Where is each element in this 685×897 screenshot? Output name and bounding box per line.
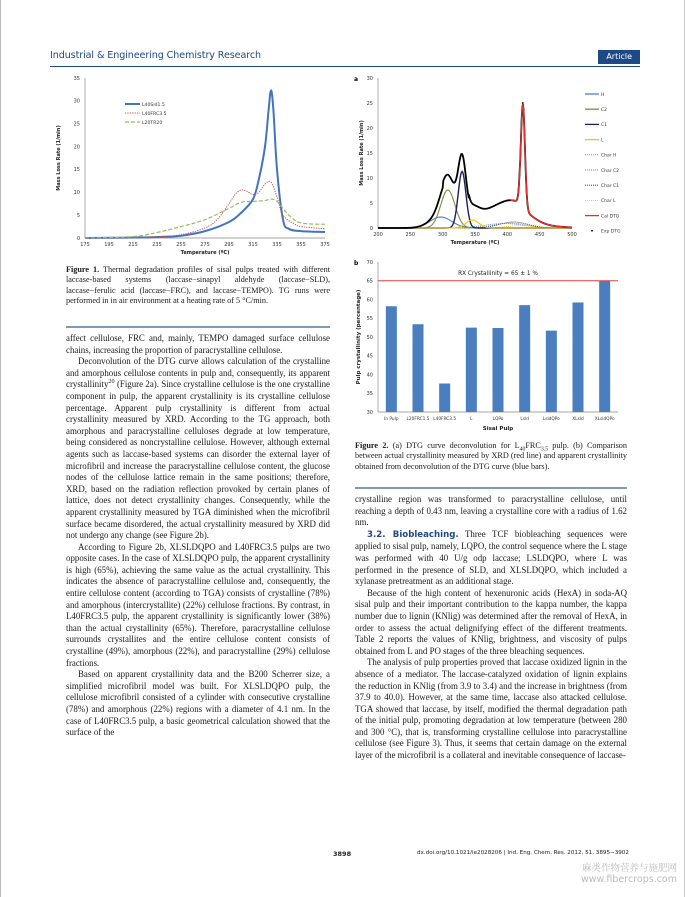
- y-axis-label: Mass Loss Rate (1/min): [56, 125, 62, 191]
- category-label: Lsld: [520, 417, 529, 422]
- legend-label: L40Sld1.5: [142, 102, 165, 108]
- x-tick-label: 350: [470, 232, 480, 238]
- bar: [599, 281, 610, 412]
- x-tick-label: 500: [567, 232, 577, 238]
- series-line: [378, 220, 572, 228]
- paragraph: [66, 356, 330, 542]
- x-tick-label: 295: [224, 242, 234, 248]
- y-tick-label: 10: [366, 175, 373, 182]
- reference-label: RX Crystallinity = 65 ± 1 %: [458, 270, 538, 277]
- subscript: 40: [519, 446, 526, 453]
- x-tick-label: 200: [373, 232, 383, 238]
- x-tick-label: 315: [248, 242, 258, 248]
- x-tick-label: 235: [152, 242, 162, 248]
- exp-dtg-marker: [522, 102, 524, 104]
- y-tick-label: 20: [73, 144, 80, 151]
- subscript: 3.5: [540, 446, 548, 453]
- bar: [546, 331, 557, 412]
- figure-2b-chart: [345, 256, 645, 436]
- category-label: XLsldQPo: [594, 417, 615, 422]
- category-label: In Pulp: [384, 417, 399, 422]
- legend-label: L40FRC3.5: [142, 111, 167, 117]
- y-tick-label: 40: [366, 372, 373, 379]
- legend-label: L: [601, 138, 604, 144]
- category-label: LsldQPo: [542, 417, 560, 422]
- right-column-body: [355, 494, 627, 762]
- x-tick-label: 375: [320, 242, 330, 248]
- figure-2-caption-frc: FRC: [525, 441, 541, 450]
- figure-2-label: Figure 2.: [355, 441, 389, 450]
- y-tick-label: 15: [73, 167, 80, 174]
- series-line: [378, 172, 572, 229]
- legend-label: Cal DTG: [601, 214, 620, 220]
- legend-label: Char L: [601, 199, 616, 205]
- x-tick-label: 300: [437, 232, 448, 238]
- y-tick-label: 35: [366, 391, 373, 398]
- y-tick-label: 15: [366, 150, 373, 157]
- y-tick-label: 30: [366, 75, 373, 82]
- watermark-url: www.fibercrops.com: [580, 874, 677, 885]
- bar: [493, 328, 504, 412]
- y-tick-label: 35: [73, 75, 80, 82]
- category-label: L20FRC1.5: [406, 417, 430, 422]
- watermark: [581, 863, 677, 885]
- y-tick-label: 45: [366, 353, 373, 360]
- y-tick-label: 30: [366, 409, 373, 416]
- article-type-badge: Article: [598, 50, 640, 64]
- y-axis-label: Pulp crystallinity (percentage): [356, 289, 362, 385]
- exp-dtg-line: [378, 104, 572, 228]
- citation-ref[interactable]: 20: [108, 378, 115, 386]
- figure-1-label: Figure 1.: [66, 265, 100, 274]
- y-tick-label: 30: [73, 98, 80, 105]
- x-tick-label: 215: [128, 242, 138, 248]
- legend-label: H: [601, 92, 605, 98]
- x-tick-label: 355: [296, 242, 306, 248]
- y-tick-label: 70: [366, 259, 373, 266]
- legend-swatch: [591, 230, 593, 232]
- figure-1-chart: [50, 72, 340, 262]
- figure-2-divider: [355, 487, 627, 489]
- x-tick-label: 255: [176, 242, 186, 248]
- paragraph: According to Figure 2b, XLSLDQPO and L40FRC3.5 pulps are two opposite cases. In the case of XLSLDQPO pulp, the apparent crystallinity is high (65%), achieving the same value as the actual crystallinity. This indicates the absence of paracrystalline cellulose and, consequently, the entire cellulose content (according to TGA) consists of crystalline (78%) and amorphous (intercrystallite) (22%) cellulose fractions. By contrast, in L40FRC3.5 pulp, the apparent crystallinity is significantly lower (38%) than the actual crystallinity (65%). Therefore, paracrystalline cellulose surrounds crystallites and the entire cellulose content consists of crystalline (49%), amorphous (22%), and paracrystalline (29%) cellulose fractions.: [66, 541, 330, 668]
- bar: [439, 384, 450, 413]
- y-tick-label: 60: [366, 297, 373, 304]
- figure-1-caption-text: Thermal degradation profiles of sisal pulps treated with different laccase-based systems (laccase−sinapyl aldehyde (laccase−SLD), laccase−ferulic acid (laccase−FRC), and laccase−TEMPO). TG runs were performed in in air environment at a heating rate of 5 °C/min.: [66, 265, 331, 306]
- x-tick-label: 250: [405, 232, 416, 238]
- x-tick-label: 450: [534, 232, 545, 238]
- left-column-body: [66, 333, 330, 739]
- x-tick-label: 195: [104, 242, 114, 248]
- bar: [386, 306, 397, 412]
- page-number: 3898: [333, 850, 352, 858]
- panel-label-a: a: [354, 76, 359, 83]
- y-tick-label: 10: [73, 190, 80, 197]
- y-tick-label: 20: [366, 125, 373, 132]
- watermark-cn: 麻类作物营养与施肥网: [581, 863, 677, 874]
- bar: [573, 303, 584, 413]
- paragraph: Based on apparent crystallinity data and the B200 Scherrer size, a simplified microfibril model was built. For XLSLDQPO pulp, the cellulose microfibril consisted of a cylinder with consecutive crystalline (78%) and amorphous (22%) regions with a diameter of 4.1 nm. In the case of L40FRC3.5 pulp, a basic geometrical calculation showed that the surface of the: [66, 669, 330, 738]
- y-tick-label: 55: [366, 316, 373, 323]
- figure-2-caption-text-b: pulp. (b) Comparison between actual crystallinity measured by XRD (red line) and apparent crystallinity obtained from deconvolution of the DTG curve (blue bars).: [355, 441, 627, 471]
- journal-header: [50, 52, 640, 67]
- y-axis-label: Mass Loss Rate (1/min): [359, 120, 365, 186]
- figure-1-caption: [66, 265, 330, 307]
- legend-label: Char C2: [601, 168, 620, 174]
- legend-label: C2: [601, 108, 608, 113]
- category-label: XLsld: [572, 417, 584, 422]
- legend-label: Exp DTG: [601, 229, 621, 235]
- category-label: LQPo: [492, 417, 504, 422]
- y-tick-label: 0: [76, 235, 80, 242]
- panel-label-b: b: [354, 260, 359, 267]
- y-tick-label: 0: [369, 225, 373, 232]
- y-tick-label: 65: [366, 278, 373, 285]
- x-axis-label: Sisal Pulp: [482, 426, 514, 432]
- paragraph-text: Deconvolution of the DTG curve allows calculation of the crystalline and amorphous cellulose contents in pulp and, consequently, its apparent crystallinity: [66, 356, 330, 390]
- legend-label: Char C1: [601, 184, 620, 189]
- bar: [466, 328, 477, 412]
- x-tick-label: 275: [200, 242, 210, 248]
- category-label: L: [470, 417, 473, 422]
- x-axis-label: Temperature (ºC): [180, 250, 230, 256]
- category-label: L40FRC3.5: [433, 417, 457, 422]
- paragraph: Because of the high content of hexenuronic acids (HexA) in soda-AQ sisal pulp and their important contribution to the kappa number, the kappa number due to lignin (KNlig) was determined after the removal of HexA, in order to assess the actual delignifying effect of the different treatments. Table 2 reports the values of KNlig, brightness, and viscosity of pulps obtained from L and PO stages of the three bleaching sequences.: [355, 587, 627, 656]
- paragraph: crystalline region was transformed to paracrystalline cellulose, until reaching a depth of 0.43 nm, leaving a crystalline core with a radius of 1.62 nm.: [355, 494, 627, 528]
- x-tick-label: 400: [502, 232, 513, 238]
- paragraph-text: Three TCF biobleaching sequences were applied to sisal pulp, namely, LQPO, the control sequence where the L stage was performed with 40 U/g odp laccase; LSLDQPO, where L was performed in the presence of SLD, and XLSLDQPO, which included a xylanase pretreatment as an additional stage.: [355, 528, 627, 587]
- legend-label: C1: [601, 123, 608, 129]
- figure-1-divider: [66, 326, 330, 328]
- y-tick-label: 5: [76, 212, 80, 219]
- x-tick-label: 175: [80, 242, 90, 248]
- paragraph-text: (Figure 2a). Since crystalline cellulose is the one crystalline component in pulp, the apparent crystallinity is its crystalline cellulose percentage. Apparent pulp crystallinity is different from actual crystallinity measured by XRD. According to the TG approach, both amorphous and paracrystalline celluloses degrade at low temperature, being considered as noncrystalline cellulose. However, although external agents such as laccase-based systems can disorder the external layer of microfibril and increase the paracrystalline cellulose content, the glucose nodes of the cellulose lattice remain in the same positions; therefore, XRD, based on the radiation reflection provoked by certain planes of lattice, does not detect crystallinity changes. Consequently, while the apparent crystallinity measured by TGA diminished when the microfibril surface became disordered, the actual crystallinity measured by XRD did not undergo any change (see Figure 2b).: [66, 379, 330, 541]
- x-axis-label: Temperature (ºC): [450, 240, 500, 246]
- y-tick-label: 25: [366, 100, 373, 107]
- paragraph: affect cellulose, FRC and, mainly, TEMPO damaged surface cellulose chains, increasing the proportion of paracrystalline cellulose.: [66, 333, 330, 355]
- doi-citation[interactable]: dx.doi.org/10.1021/ie2028206 | Ind. Eng. Chem. Res. 2012, 51, 3895−3902: [417, 850, 629, 856]
- legend-label: L20TR20: [142, 120, 163, 126]
- cal-dtg-line: [511, 104, 572, 227]
- y-tick-label: 50: [366, 334, 373, 341]
- legend-label: Char H: [601, 153, 617, 159]
- journal-title: Industrial & Engineering Chemistry Research: [50, 50, 262, 61]
- y-tick-label: 5: [369, 200, 373, 207]
- figure-2-caption: [355, 441, 627, 472]
- paragraph: [355, 529, 627, 588]
- page-edge-left: [0, 0, 1, 897]
- y-tick-label: 25: [73, 121, 80, 128]
- paragraph: The analysis of pulp properties proved that laccase oxidized lignin in the absence of a mediator. The laccase-catalyzed oxidation of lignin explains the reduction in KNlig (from 3.9 to 3.4) and the increase in brightness (from 37.9 to 40.0). However, at the same time, laccase also attacked cellulose. TGA showed that laccase, by itself, modified the thermal degradation path of the initial pulp, promoting degradation at low temperature (between 280 and 300 °C), that is, transforming crystalline cellulose into paracrystalline cellulose (see Figure 3). Thus, it seems that certain damage on the external layer of the microfibril is a collateral and inevitable consequence of laccase-: [355, 657, 627, 761]
- bar: [413, 324, 424, 412]
- x-tick-label: 335: [272, 242, 282, 248]
- bar: [519, 305, 530, 412]
- figure-2-caption-text-a: (a) DTG curve deconvolution for L: [392, 441, 520, 450]
- figure-2a-chart: [345, 72, 650, 252]
- section-heading: 3.2. Biobleaching.: [367, 529, 459, 540]
